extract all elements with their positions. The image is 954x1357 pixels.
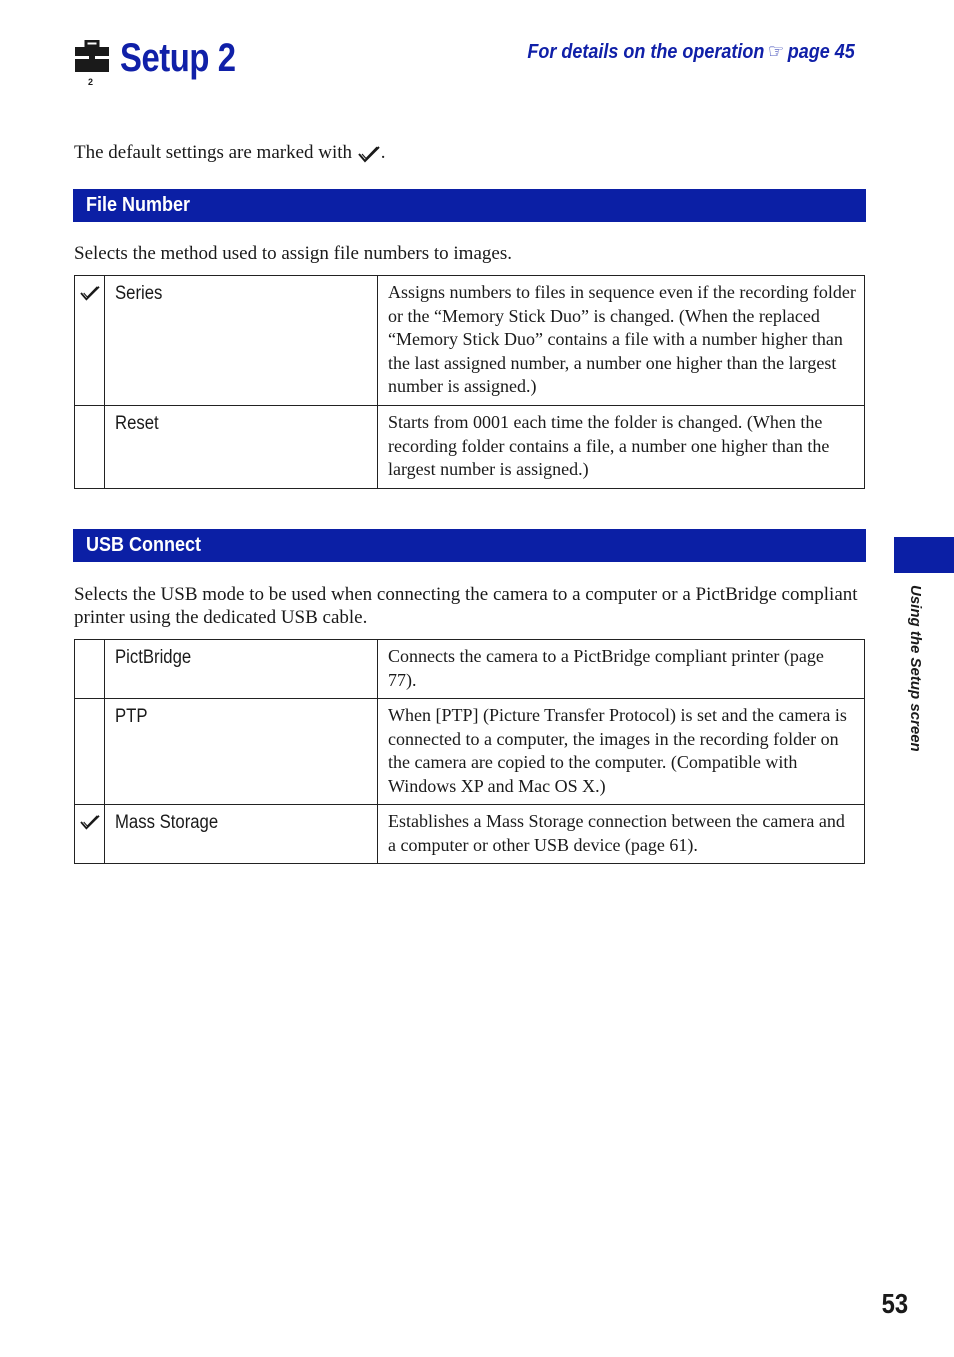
table-row [75, 805, 865, 864]
option-description: Starts from 0001 each time the folder is changed. (When the recording folder contains a file, a number one higher than the largest number is assigned.) [378, 406, 865, 489]
checkmark-icon [79, 813, 101, 831]
operation-reference-text: For details on the operation [527, 41, 765, 63]
default-marker-cell [75, 805, 105, 864]
option-name-cell [105, 699, 378, 805]
option-name-cell [105, 640, 378, 699]
default-settings-period: . [380, 142, 386, 163]
option-description: Connects the camera to a PictBridge compliant printer (page 77). [378, 640, 865, 699]
section-header-usb-connect [73, 529, 866, 562]
default-marker-cell [75, 406, 105, 489]
option-name-cell [105, 805, 378, 864]
toolbox-icon-subscript: 2 [88, 77, 94, 87]
page-number: 53 [881, 1288, 908, 1319]
table-row [75, 406, 865, 489]
operation-reference-page: page 45 [787, 41, 855, 63]
operation-reference-link[interactable] [528, 38, 855, 66]
chapter-tab-marker [894, 537, 954, 573]
pointing-hand-icon: ☞ [768, 41, 785, 63]
toolbox-icon [74, 40, 110, 88]
option-name: Mass Storage [115, 812, 219, 833]
table-row [75, 640, 865, 699]
section-title-file-number: File Number [86, 194, 191, 216]
section-header-file-number [73, 189, 866, 222]
usb-connect-options-table [74, 639, 865, 864]
chapter-tab-label: Using the Setup screen [907, 585, 924, 752]
default-settings-text: The default settings are marked with [74, 142, 353, 163]
usb-connect-description: Selects the USB mode to be used when connecting the camera to a computer or a PictBridge compliant printer using the dedicated USB cable. [74, 584, 858, 628]
default-marker-cell [75, 699, 105, 805]
table-row [75, 699, 865, 805]
file-number-options-table [74, 275, 865, 489]
option-name-cell [105, 276, 378, 406]
option-name: Series [115, 283, 163, 304]
checkmark-icon [357, 144, 381, 164]
option-description: When [PTP] (Picture Transfer Protocol) is set and the camera is connected to a computer, the images in the recording folder on the camera are copied to the computer. (Compatible with Windows XP and Mac OS X.) [378, 699, 865, 805]
option-name-cell [105, 406, 378, 489]
option-name: PTP [115, 706, 148, 727]
table-row [75, 276, 865, 406]
section-title-usb-connect: USB Connect [86, 534, 202, 556]
option-name: PictBridge [115, 647, 192, 668]
default-marker-cell [75, 640, 105, 699]
default-marker-cell [75, 276, 105, 406]
file-number-description: Selects the method used to assign file numbers to images. [74, 243, 512, 264]
option-description: Establishes a Mass Storage connection between the camera and a computer or other USB device (page 61). [378, 805, 865, 864]
default-settings-note [74, 140, 386, 166]
page-title: Setup 2 [120, 36, 236, 80]
option-description: Assigns numbers to files in sequence even if the recording folder or the “Memory Stick Duo” is changed. (When the replaced “Memory Stick Duo” contains a file with a number higher than the last assigned number, a number one higher than the largest number is assigned.) [378, 276, 865, 406]
checkmark-icon [79, 284, 101, 302]
option-name: Reset [115, 413, 159, 434]
